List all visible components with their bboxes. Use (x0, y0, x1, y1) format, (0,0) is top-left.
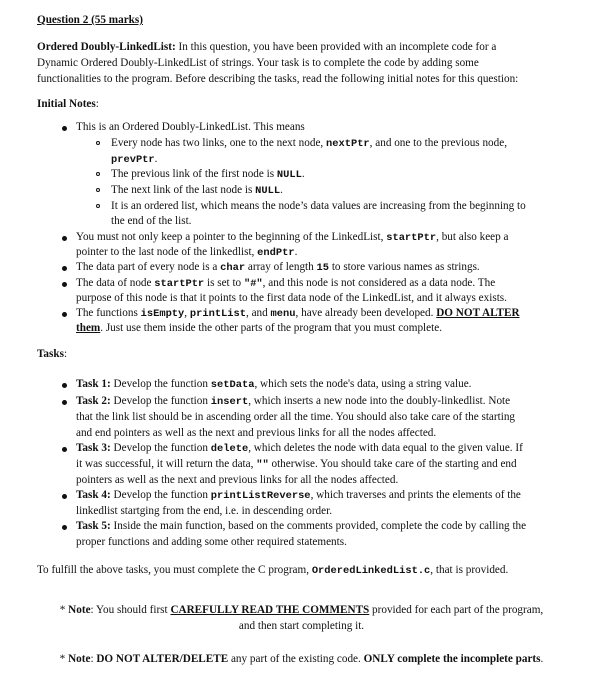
task-2-line-3: and end pointers as well as the next and previous links for all the nodes affected. (76, 427, 437, 439)
task-5-line-1 (76, 519, 526, 534)
task-5-label: Task 5: (76, 520, 111, 532)
circle-bullet-icon (96, 204, 100, 208)
code-insert: insert (210, 396, 249, 408)
bullet-icon (62, 383, 67, 388)
bullet-icon (62, 525, 67, 530)
colon: : (95, 98, 99, 110)
note-functions-1 (76, 306, 520, 322)
sub-note-links-1 (111, 136, 507, 152)
code-null: NULL (276, 169, 302, 181)
text: , which deletes the node with data equal to the given value. If (248, 442, 523, 454)
initial-notes-heading (37, 97, 99, 112)
text: You must not only keep a pointer to the beginning of the LinkedList, (76, 231, 387, 243)
task-3-label: Task 3: (76, 442, 111, 454)
bullet-icon (62, 126, 67, 131)
task-5-line-2: proper functions and adding some other required statements. (76, 536, 347, 548)
code-length: 15 (316, 262, 330, 274)
intro-line-2: Dynamic Ordered Doubly-LinkedList of strings. Your task is to complete the code by adding some (37, 57, 479, 69)
code-empty-string: "" (256, 459, 269, 471)
code-startptr: startPtr (154, 278, 205, 290)
task-4-line-1 (76, 488, 521, 504)
task-4-line-2: linkedlist startging from the end, i.e. in descending order. (76, 505, 333, 517)
text: Every node has two links, one to the next node, (111, 137, 327, 149)
note-do-not-alter (0, 652, 603, 667)
code-startptr: startPtr (386, 232, 437, 244)
bullet-icon (62, 236, 67, 241)
text: , have already been developed. (295, 307, 437, 319)
text: pointer to the last node of the linkedlist, (76, 246, 258, 258)
bullet-icon (62, 400, 67, 405)
note-functions-2 (76, 321, 442, 336)
circle-bullet-icon (96, 188, 100, 192)
bullet-icon (62, 494, 67, 499)
task-2-label: Task 2: (76, 395, 111, 407)
sub-note-ordered-2: the end of the list. (111, 215, 192, 227)
star: * (59, 653, 69, 665)
code-null: NULL (255, 185, 281, 197)
fulfill-statement (37, 563, 508, 579)
text: The data of node (76, 277, 155, 289)
code-nextptr: nextPtr (326, 138, 370, 150)
circle-bullet-icon (96, 172, 100, 176)
note-startptr-1 (76, 276, 495, 292)
sub-note-links-2 (111, 152, 157, 168)
code-filename: OrderedLinkedList.c (311, 565, 431, 577)
text: Develop the function (110, 378, 211, 390)
note-read-comments-2: and then start completing it. (238, 620, 365, 632)
question-title: Question 2 (55 marks) (37, 14, 143, 26)
text: otherwise. You should take care of the starting and end (268, 458, 517, 470)
task-3-line-1 (76, 441, 523, 457)
circle-bullet-icon (96, 141, 100, 145)
text: , (184, 307, 190, 319)
code-isempty: isEmpty (140, 308, 185, 320)
text: , and (246, 307, 271, 319)
code-hash: "#" (243, 278, 263, 290)
intro-heading: Ordered Doubly-LinkedList: (37, 41, 176, 53)
text: it was successful, it will return the data, (76, 458, 257, 470)
sub-note-prev-null (111, 167, 305, 183)
text: , which inserts a new node into the doubly-linkedlist. Note (248, 395, 511, 407)
note-read-comments-1 (0, 603, 603, 618)
sub-note-ordered-1: It is an ordered list, which means the node’s data values are increasing from the beginning to (111, 200, 526, 212)
note-pointers-2 (76, 245, 297, 261)
code-printlist: printList (189, 308, 246, 320)
intro-line-1 (37, 40, 496, 55)
task-3-line-3: pointers as well as the next and previous links for all the nodes affected. (76, 474, 399, 486)
text: . (301, 168, 305, 180)
text: . (540, 653, 544, 665)
warning-them: them (76, 322, 101, 334)
text: any part of the existing code. (228, 653, 364, 665)
colon: : (90, 653, 97, 665)
intro-line-3: functionalities to the program. Before describing the tasks, read the following initial notes for this question: (37, 73, 519, 85)
task-2-line-2: that the link list should be in ascending order all the time. You should also take care of the starting (76, 411, 516, 423)
note-label: Note (68, 604, 91, 616)
task-4-label: Task 4: (76, 489, 111, 501)
tasks-heading (37, 347, 67, 362)
text: , and one to the previous node, (369, 137, 507, 149)
colon: : (63, 348, 68, 360)
text: , which sets the node's data, using a string value. (254, 378, 472, 390)
text: Develop the function (110, 489, 211, 501)
text: Develop the function (110, 442, 211, 454)
intro-text: In this question, you have been provided with an incomplete code for a (175, 41, 497, 53)
task-1 (76, 377, 471, 393)
text: , but also keep a (436, 231, 509, 243)
emphasis-do-not-alter: DO NOT ALTER/DELETE (96, 653, 229, 665)
text: provided for each part of the program, (369, 604, 544, 616)
note-label: Note (68, 653, 91, 665)
text: is set to (204, 277, 244, 289)
text: . Just use them inside the other parts of the program that you must complete. (100, 322, 443, 334)
text: , and this node is not considered as a data node. The (262, 277, 496, 289)
text: The data part of every node is a (76, 261, 221, 273)
bullet-icon (62, 312, 67, 317)
text: . (154, 153, 158, 165)
code-menu: menu (270, 308, 296, 320)
text: : You should first (90, 604, 171, 616)
text: . (280, 184, 283, 196)
text: to store various names as strings. (329, 261, 480, 273)
task-1-label: Task 1: (76, 378, 111, 390)
emphasis-read-comments: CAREFULLY READ THE COMMENTS (170, 604, 370, 616)
text: array of length (245, 261, 317, 273)
code-prevptr: prevPtr (111, 154, 155, 166)
note-startptr-2: purpose of this node is that it points to the first data node of the LinkedList, and it always exists. (76, 292, 507, 304)
code-delete: delete (210, 443, 249, 455)
code-endptr: endPtr (257, 247, 295, 259)
star: * (59, 604, 69, 616)
text: , which traverses and prints the elements of the (310, 489, 521, 501)
note-data-part (76, 260, 480, 276)
text: , that is provided. (430, 564, 509, 576)
text: Develop the function (110, 395, 211, 407)
bullet-icon (62, 447, 67, 452)
task-3-line-2 (76, 457, 517, 473)
tasks-label: Tasks (37, 348, 64, 360)
task-2-line-1 (76, 394, 510, 410)
text: The previous link of the first node is (111, 168, 277, 180)
text: The next link of the last node is (111, 184, 256, 196)
text: . (294, 246, 298, 258)
bullet-icon (62, 282, 67, 287)
text: The functions (76, 307, 141, 319)
note-ordered-list: This is an Ordered Doubly-LinkedList. This means (76, 121, 305, 133)
code-printlistreverse: printListReverse (210, 490, 311, 502)
code-char: char (220, 262, 246, 274)
text: Inside the main function, based on the comments provided, complete the code by calling the (110, 520, 527, 532)
bullet-icon (62, 266, 67, 271)
text: To fulfill the above tasks, you must complete the C program, (37, 564, 312, 576)
note-pointers-1 (76, 230, 509, 246)
warning-do-not-alter: DO NOT ALTER (436, 307, 520, 319)
code-setdata: setData (210, 379, 255, 391)
sub-note-next-null (111, 183, 283, 199)
emphasis-only-complete: ONLY complete the incomplete parts (363, 653, 541, 665)
initial-notes-label: Initial Notes (37, 98, 96, 110)
